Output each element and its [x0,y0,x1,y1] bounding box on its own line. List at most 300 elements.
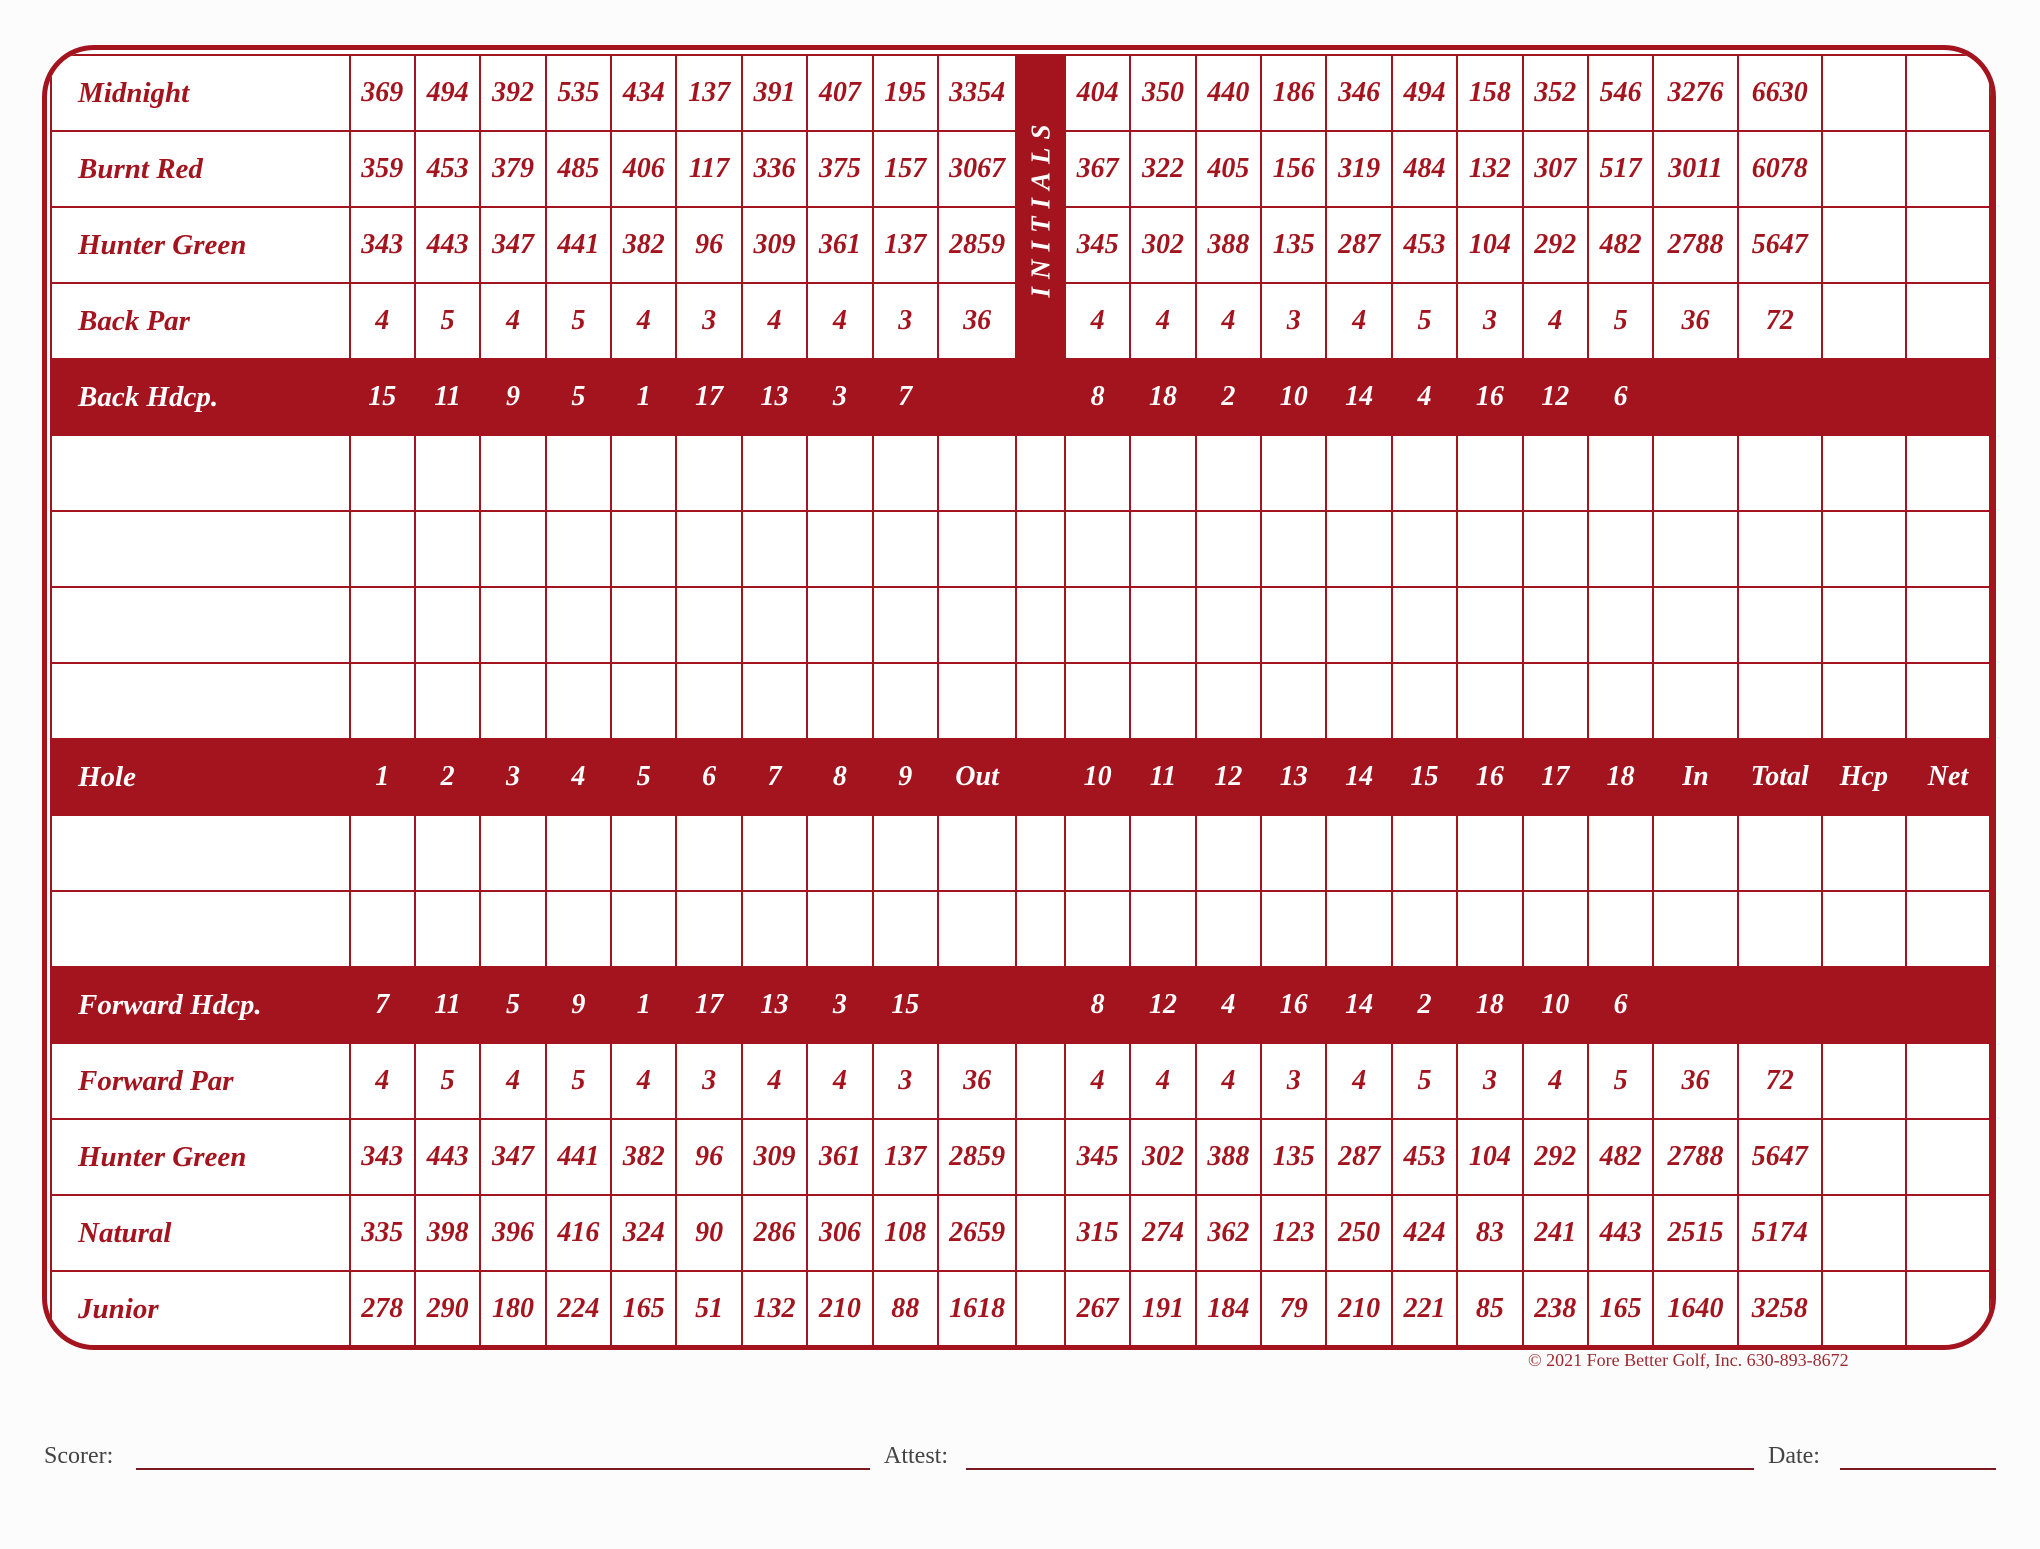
front-nine-value: 137 [873,1119,938,1195]
score-cell[interactable] [1822,587,1906,663]
front-nine-value: 485 [546,131,611,207]
total-header: Total [1738,739,1822,815]
empty-band-cell [1822,967,1906,1043]
score-entry-row [51,511,1990,587]
back-nine-value: 210 [1326,1271,1391,1347]
back-nine-value: 367 [1065,131,1130,207]
score-cell[interactable] [480,815,545,891]
in-total: 36 [1653,283,1737,359]
hole-number: 7 [742,739,807,815]
front-nine-value: 335 [350,1195,415,1271]
back-nine-value: 350 [1130,55,1195,131]
row-label: Hunter Green [51,207,350,283]
date-label: Date: [1768,1443,1820,1469]
score-cell[interactable] [1392,587,1457,663]
back-nine-value: 156 [1261,131,1326,207]
score-cell[interactable] [938,815,1016,891]
score-cell[interactable] [1261,587,1326,663]
out-total: 2859 [938,1119,1016,1195]
score-cell[interactable] [1588,435,1653,511]
front-nine-value: 382 [611,207,676,283]
score-cell[interactable] [1523,511,1588,587]
score-cell[interactable] [1392,815,1457,891]
forward-row [51,1271,1990,1347]
score-cell[interactable] [807,815,872,891]
grand-total: 5647 [1738,207,1822,283]
forward-row [51,1195,1990,1271]
score-cell[interactable] [1906,435,1990,511]
score-cell[interactable] [1065,815,1130,891]
score-cell[interactable] [1130,435,1195,511]
score-cell[interactable] [415,891,480,967]
score-cell[interactable] [1906,891,1990,967]
score-cell[interactable] [1065,587,1130,663]
player-name-cell[interactable] [51,891,350,967]
score-cell[interactable] [807,663,872,739]
score-cell[interactable] [938,435,1016,511]
score-cell[interactable] [1738,891,1822,967]
score-cell[interactable] [611,663,676,739]
score-cell[interactable] [1588,511,1653,587]
score-cell[interactable] [1130,815,1195,891]
net-cell [1906,1195,1990,1271]
score-cell[interactable] [1261,663,1326,739]
back-nine-hdcp: 12 [1523,359,1588,435]
front-nine-hdcp: 5 [546,359,611,435]
score-cell[interactable] [742,435,807,511]
out-total: 3354 [938,55,1016,131]
front-nine-hdcp: 5 [480,967,545,1043]
row-label: Natural [51,1195,350,1271]
hcp-cell [1822,131,1906,207]
score-cell[interactable] [1822,511,1906,587]
score-cell[interactable] [938,587,1016,663]
score-cell[interactable] [742,587,807,663]
front-nine-value: 396 [480,1195,545,1271]
score-cell[interactable] [938,511,1016,587]
divider-cell [1016,435,1065,511]
divider-cell [1016,1119,1065,1195]
hole-number: 1 [350,739,415,815]
score-cell[interactable] [1130,891,1195,967]
front-nine-value: 3 [676,283,741,359]
empty-band-cell [1738,359,1822,435]
front-nine-hdcp: 17 [676,967,741,1043]
back-nine-value: 424 [1392,1195,1457,1271]
score-cell[interactable] [676,891,741,967]
score-cell[interactable] [1906,663,1990,739]
score-cell[interactable] [1738,435,1822,511]
front-nine-value: 4 [611,1043,676,1119]
score-cell[interactable] [1523,435,1588,511]
score-cell[interactable] [1653,435,1737,511]
score-cell[interactable] [1261,511,1326,587]
back-nine-value: 405 [1196,131,1261,207]
back-nine-value: 135 [1261,207,1326,283]
back-nine-value: 4 [1326,1043,1391,1119]
score-cell[interactable] [676,435,741,511]
score-cell[interactable] [1130,511,1195,587]
back-row [51,55,1990,131]
score-cell[interactable] [1457,587,1522,663]
score-cell[interactable] [1822,815,1906,891]
back-nine-value: 241 [1523,1195,1588,1271]
score-cell[interactable] [350,891,415,967]
score-cell[interactable] [611,435,676,511]
score-cell[interactable] [1392,511,1457,587]
score-cell[interactable] [1065,891,1130,967]
back-nine-hdcp: 10 [1523,967,1588,1043]
row-label: Burnt Red [51,131,350,207]
score-cell[interactable] [873,891,938,967]
score-cell[interactable] [1653,891,1737,967]
back-nine-value: 186 [1261,55,1326,131]
back-nine-hdcp: 8 [1065,359,1130,435]
divider-cell [1016,359,1065,435]
score-cell[interactable] [415,663,480,739]
hole-number: 15 [1392,739,1457,815]
in-total: 2515 [1653,1195,1737,1271]
score-cell[interactable] [546,435,611,511]
front-nine-value: 3 [873,1043,938,1119]
back-nine-value: 191 [1130,1271,1195,1347]
front-nine-value: 210 [807,1271,872,1347]
front-nine-value: 165 [611,1271,676,1347]
score-cell[interactable] [415,815,480,891]
score-cell[interactable] [350,511,415,587]
front-nine-hdcp: 11 [415,967,480,1043]
back-nine-value: 221 [1392,1271,1457,1347]
row-label: Midnight [51,55,350,131]
out-total: 36 [938,283,1016,359]
front-nine-value: 5 [546,1043,611,1119]
front-nine-value: 343 [350,1119,415,1195]
out-total: 1618 [938,1271,1016,1347]
forward-row [51,1043,1990,1119]
score-cell[interactable] [938,663,1016,739]
hole-number: 6 [676,739,741,815]
score-cell[interactable] [1326,435,1391,511]
front-nine-hdcp: 15 [350,359,415,435]
score-cell[interactable] [1653,815,1737,891]
back-nine-value: 287 [1326,207,1391,283]
net-cell [1906,131,1990,207]
player-name-cell[interactable] [51,663,350,739]
front-nine-value: 4 [742,1043,807,1119]
hole-number: 18 [1588,739,1653,815]
front-nine-hdcp: 7 [350,967,415,1043]
front-nine-value: 379 [480,131,545,207]
score-cell[interactable] [1196,435,1261,511]
score-cell[interactable] [1523,815,1588,891]
divider-cell [1016,815,1065,891]
front-nine-value: 535 [546,55,611,131]
score-cell[interactable] [1326,891,1391,967]
score-cell[interactable] [415,587,480,663]
score-cell[interactable] [1196,815,1261,891]
back-nine-hdcp: 10 [1261,359,1326,435]
score-cell[interactable] [1523,587,1588,663]
hole-number: 14 [1326,739,1391,815]
score-cell[interactable] [1588,663,1653,739]
back-nine-hdcp: 18 [1457,967,1522,1043]
front-nine-hdcp: 15 [873,967,938,1043]
hole-number: 13 [1261,739,1326,815]
score-cell[interactable] [807,435,872,511]
back-nine-hdcp: 4 [1196,967,1261,1043]
score-cell[interactable] [1392,435,1457,511]
score-cell[interactable] [1130,663,1195,739]
score-cell[interactable] [807,587,872,663]
hole-number: 8 [807,739,872,815]
back-nine-hdcp: 2 [1196,359,1261,435]
score-cell[interactable] [1326,815,1391,891]
score-cell[interactable] [1261,891,1326,967]
grand-total: 6630 [1738,55,1822,131]
back-nine-value: 319 [1326,131,1391,207]
row-label: Junior [51,1271,350,1347]
score-cell[interactable] [1196,587,1261,663]
score-cell[interactable] [480,587,545,663]
score-cell[interactable] [480,511,545,587]
front-nine-value: 4 [807,283,872,359]
score-cell[interactable] [938,891,1016,967]
front-nine-value: 398 [415,1195,480,1271]
score-cell[interactable] [873,663,938,739]
score-cell[interactable] [1392,663,1457,739]
front-nine-value: 361 [807,207,872,283]
out-cell [938,967,1016,1043]
front-nine-value: 96 [676,1119,741,1195]
empty-band-cell [1653,967,1737,1043]
score-cell[interactable] [1326,663,1391,739]
score-cell[interactable] [611,815,676,891]
back-nine-value: 4 [1130,283,1195,359]
back-nine-value: 184 [1196,1271,1261,1347]
score-cell[interactable] [546,891,611,967]
score-cell[interactable] [1196,891,1261,967]
divider-cell [1016,663,1065,739]
player-name-cell[interactable] [51,435,350,511]
score-cell[interactable] [1457,663,1522,739]
score-cell[interactable] [415,511,480,587]
score-cell[interactable] [350,587,415,663]
player-name-cell[interactable] [51,815,350,891]
score-cell[interactable] [1261,435,1326,511]
score-cell[interactable] [1523,891,1588,967]
front-nine-value: 453 [415,131,480,207]
score-cell[interactable] [676,663,741,739]
front-nine-value: 347 [480,207,545,283]
score-cell[interactable] [873,587,938,663]
back-nine-value: 5 [1392,283,1457,359]
score-cell[interactable] [1326,587,1391,663]
front-nine-value: 96 [676,207,741,283]
score-cell[interactable] [1523,663,1588,739]
front-nine-value: 195 [873,55,938,131]
front-nine-value: 309 [742,207,807,283]
front-nine-value: 382 [611,1119,676,1195]
back-nine-value: 4 [1523,1043,1588,1119]
score-cell[interactable] [742,815,807,891]
score-cell[interactable] [676,511,741,587]
score-cell[interactable] [546,815,611,891]
front-nine-hdcp: 3 [807,967,872,1043]
back-nine-value: 85 [1457,1271,1522,1347]
score-cell[interactable] [415,435,480,511]
score-cell[interactable] [1653,587,1737,663]
back-nine-value: 4 [1523,283,1588,359]
front-nine-value: 4 [350,283,415,359]
score-cell[interactable] [873,511,938,587]
empty-band-cell [1738,967,1822,1043]
back-nine-value: 5 [1588,1043,1653,1119]
score-cell[interactable] [1653,511,1737,587]
net-cell [1906,1043,1990,1119]
front-nine-value: 4 [480,1043,545,1119]
front-nine-value: 494 [415,55,480,131]
score-cell[interactable] [1392,891,1457,967]
score-cell[interactable] [1588,815,1653,891]
score-cell[interactable] [1738,587,1822,663]
back-nine-value: 267 [1065,1271,1130,1347]
score-cell[interactable] [611,891,676,967]
front-nine-value: 441 [546,1119,611,1195]
front-nine-value: 434 [611,55,676,131]
front-nine-value: 5 [415,1043,480,1119]
front-nine-value: 90 [676,1195,741,1271]
score-cell[interactable] [1196,663,1261,739]
score-cell[interactable] [807,511,872,587]
score-cell[interactable] [1261,815,1326,891]
divider-cell [1016,1271,1065,1347]
score-cell[interactable] [611,511,676,587]
front-nine-value: 361 [807,1119,872,1195]
front-nine-value: 88 [873,1271,938,1347]
back-nine-value: 302 [1130,1119,1195,1195]
score-cell[interactable] [546,663,611,739]
back-nine-value: 302 [1130,207,1195,283]
back-nine-hdcp: 16 [1261,967,1326,1043]
score-cell[interactable] [1065,435,1130,511]
back-nine-hdcp: 6 [1588,359,1653,435]
score-cell[interactable] [1588,587,1653,663]
front-nine-hdcp: 11 [415,359,480,435]
front-nine-value: 324 [611,1195,676,1271]
hole-number: 12 [1196,739,1261,815]
score-cell[interactable] [676,815,741,891]
hole-number: 9 [873,739,938,815]
score-cell[interactable] [742,511,807,587]
score-cell[interactable] [807,891,872,967]
front-nine-value: 137 [873,207,938,283]
score-cell[interactable] [480,663,545,739]
score-cell[interactable] [1906,587,1990,663]
player-name-cell[interactable] [51,511,350,587]
back-nine-value: 3 [1457,1043,1522,1119]
score-cell[interactable] [873,435,938,511]
score-cell[interactable] [742,891,807,967]
hcp-cell [1822,1271,1906,1347]
score-cell[interactable] [1065,663,1130,739]
score-cell[interactable] [480,891,545,967]
back-nine-value: 388 [1196,1119,1261,1195]
hcp-header: Hcp [1822,739,1906,815]
back-nine-hdcp: 16 [1457,359,1522,435]
score-cell[interactable] [1457,435,1522,511]
attest-line[interactable] [966,1468,1754,1470]
back-nine-value: 440 [1196,55,1261,131]
score-cell[interactable] [1906,511,1990,587]
back-nine-value: 158 [1457,55,1522,131]
score-cell[interactable] [1196,511,1261,587]
score-cell[interactable] [873,815,938,891]
out-total: 2859 [938,207,1016,283]
score-cell[interactable] [1457,891,1522,967]
score-cell[interactable] [1822,663,1906,739]
score-cell[interactable] [1738,511,1822,587]
score-cell[interactable] [1822,435,1906,511]
hcp-cell [1822,1119,1906,1195]
back-nine-value: 123 [1261,1195,1326,1271]
attest-label: Attest: [884,1443,948,1469]
back-nine-value: 482 [1588,207,1653,283]
scorecard [42,45,1996,1350]
front-nine-value: 343 [350,207,415,283]
score-cell[interactable] [1457,815,1522,891]
score-cell[interactable] [480,435,545,511]
back-nine-value: 292 [1523,1119,1588,1195]
net-cell [1906,283,1990,359]
score-cell[interactable] [676,587,741,663]
score-cell[interactable] [1738,815,1822,891]
score-cell[interactable] [611,587,676,663]
back-nine-value: 287 [1326,1119,1391,1195]
back-nine-value: 362 [1196,1195,1261,1271]
score-cell[interactable] [742,663,807,739]
score-cell[interactable] [546,511,611,587]
front-nine-hdcp: 13 [742,359,807,435]
score-cell[interactable] [1588,891,1653,967]
score-cell[interactable] [1738,663,1822,739]
score-cell[interactable] [350,663,415,739]
front-nine-hdcp: 1 [611,967,676,1043]
back-nine-value: 165 [1588,1271,1653,1347]
date-line[interactable] [1840,1468,1996,1470]
empty-band-cell [1906,359,1990,435]
grand-total: 72 [1738,1043,1822,1119]
score-entry-row [51,435,1990,511]
front-nine-value: 5 [546,283,611,359]
grand-total: 5174 [1738,1195,1822,1271]
player-name-cell[interactable] [51,587,350,663]
score-cell[interactable] [1653,663,1737,739]
score-cell[interactable] [1065,511,1130,587]
score-cell[interactable] [1130,587,1195,663]
score-cell[interactable] [1822,891,1906,967]
score-cell[interactable] [1457,511,1522,587]
score-cell[interactable] [350,815,415,891]
out-total: 2659 [938,1195,1016,1271]
scorer-label: Scorer: [44,1443,114,1469]
front-nine-value: 180 [480,1271,545,1347]
hole-row [51,739,1990,815]
score-cell[interactable] [350,435,415,511]
score-cell[interactable] [1326,511,1391,587]
score-cell[interactable] [1906,815,1990,891]
score-cell[interactable] [546,587,611,663]
scorer-line[interactable] [136,1468,870,1470]
